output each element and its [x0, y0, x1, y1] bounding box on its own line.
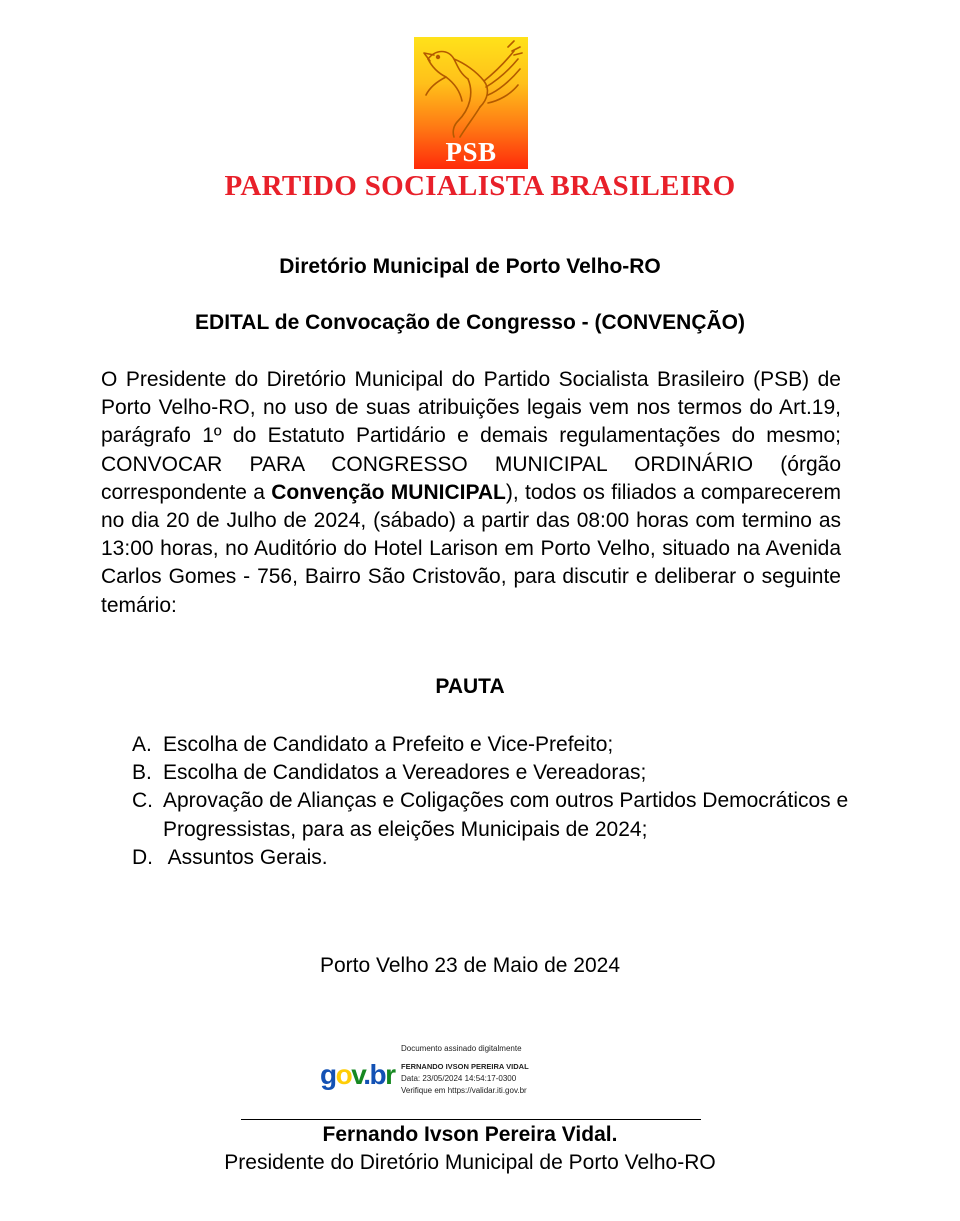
signature-date: Data: 23/05/2024 14:54:17-0300: [401, 1074, 517, 1083]
list-marker: A.: [132, 733, 152, 756]
list-marker: D.: [132, 845, 153, 869]
signer-name: Fernando Ivson Pereira Vidal.: [322, 1123, 618, 1146]
body-text-part2: ), todos os filiados a comparecerem no dia 20 de Julho de 2024, (sábado) a partir das 08:00 horas com termino as 13:00 horas, no Auditório do Hotel Larison em Porto Velho, situado na Avenida Carlos Gomes - 756, Bairro São Cristovão, para discutir e deliberar o seguinte temário:: [101, 480, 841, 617]
body-text-part1: O Presidente do Diretório Municipal do Partido Socialista Brasileiro (PSB) de Porto Velho-RO, no uso de suas atribuições legais vem nos termos do Art.19, parágrafo 1º do Estatuto Partidário e demais regulamentações do mesmo; CONVOCAR PARA CONGRESSO MUNICIPAL ORDINÁRIO (órgão correspondente a: [101, 368, 841, 504]
party-name: PARTIDO SOCIALISTA BRASILEIRO: [224, 170, 736, 202]
signature-verify: Verifique em https://validar.iti.gov.br: [401, 1086, 527, 1095]
pauta-list: [132, 731, 852, 872]
date-line: Porto Velho 23 de Maio de 2024: [319, 954, 621, 977]
signature-caption: Documento assinado digitalmente: [401, 1044, 522, 1053]
govbr-logo: gov.br: [320, 1059, 395, 1090]
digital-signature: [320, 1043, 580, 1107]
signature-name: FERNANDO IVSON PEREIRA VIDAL: [401, 1062, 529, 1071]
list-item-text: Assuntos Gerais.: [163, 845, 328, 869]
list-item-text: Escolha de Candidatos a Vereadores e Vereadoras;: [163, 761, 647, 785]
body-paragraph: [101, 366, 841, 620]
list-marker: C.: [132, 789, 153, 813]
signer-role: Presidente do Diretório Municipal de Porto Velho-RO: [224, 1151, 716, 1174]
list-item: [132, 759, 852, 787]
dove-icon: [414, 37, 528, 141]
page-heading: Diretório Municipal de Porto Velho-RO: [279, 255, 661, 278]
edital-title: EDITAL de Convocação de Congresso - (CONVENÇÃO): [195, 311, 745, 334]
psb-logo: [414, 37, 528, 169]
body-text-bold: Convenção MUNICIPAL: [271, 480, 506, 504]
signature-line: [241, 1119, 701, 1120]
pauta-title: PAUTA: [435, 675, 505, 698]
list-marker: B.: [132, 761, 152, 785]
logo-text: PSB: [445, 137, 497, 167]
signature-details: [401, 1043, 529, 1097]
list-item-text: Escolha de Candidato a Prefeito e Vice-Prefeito;: [163, 733, 614, 756]
list-item: [132, 844, 852, 872]
list-item-text: Aprovação de Alianças e Coligações com outros Partidos Democráticos e Progressistas, para as eleições Municipais de 2024;: [163, 789, 849, 841]
list-item: [132, 731, 852, 759]
list-item: [132, 787, 852, 843]
